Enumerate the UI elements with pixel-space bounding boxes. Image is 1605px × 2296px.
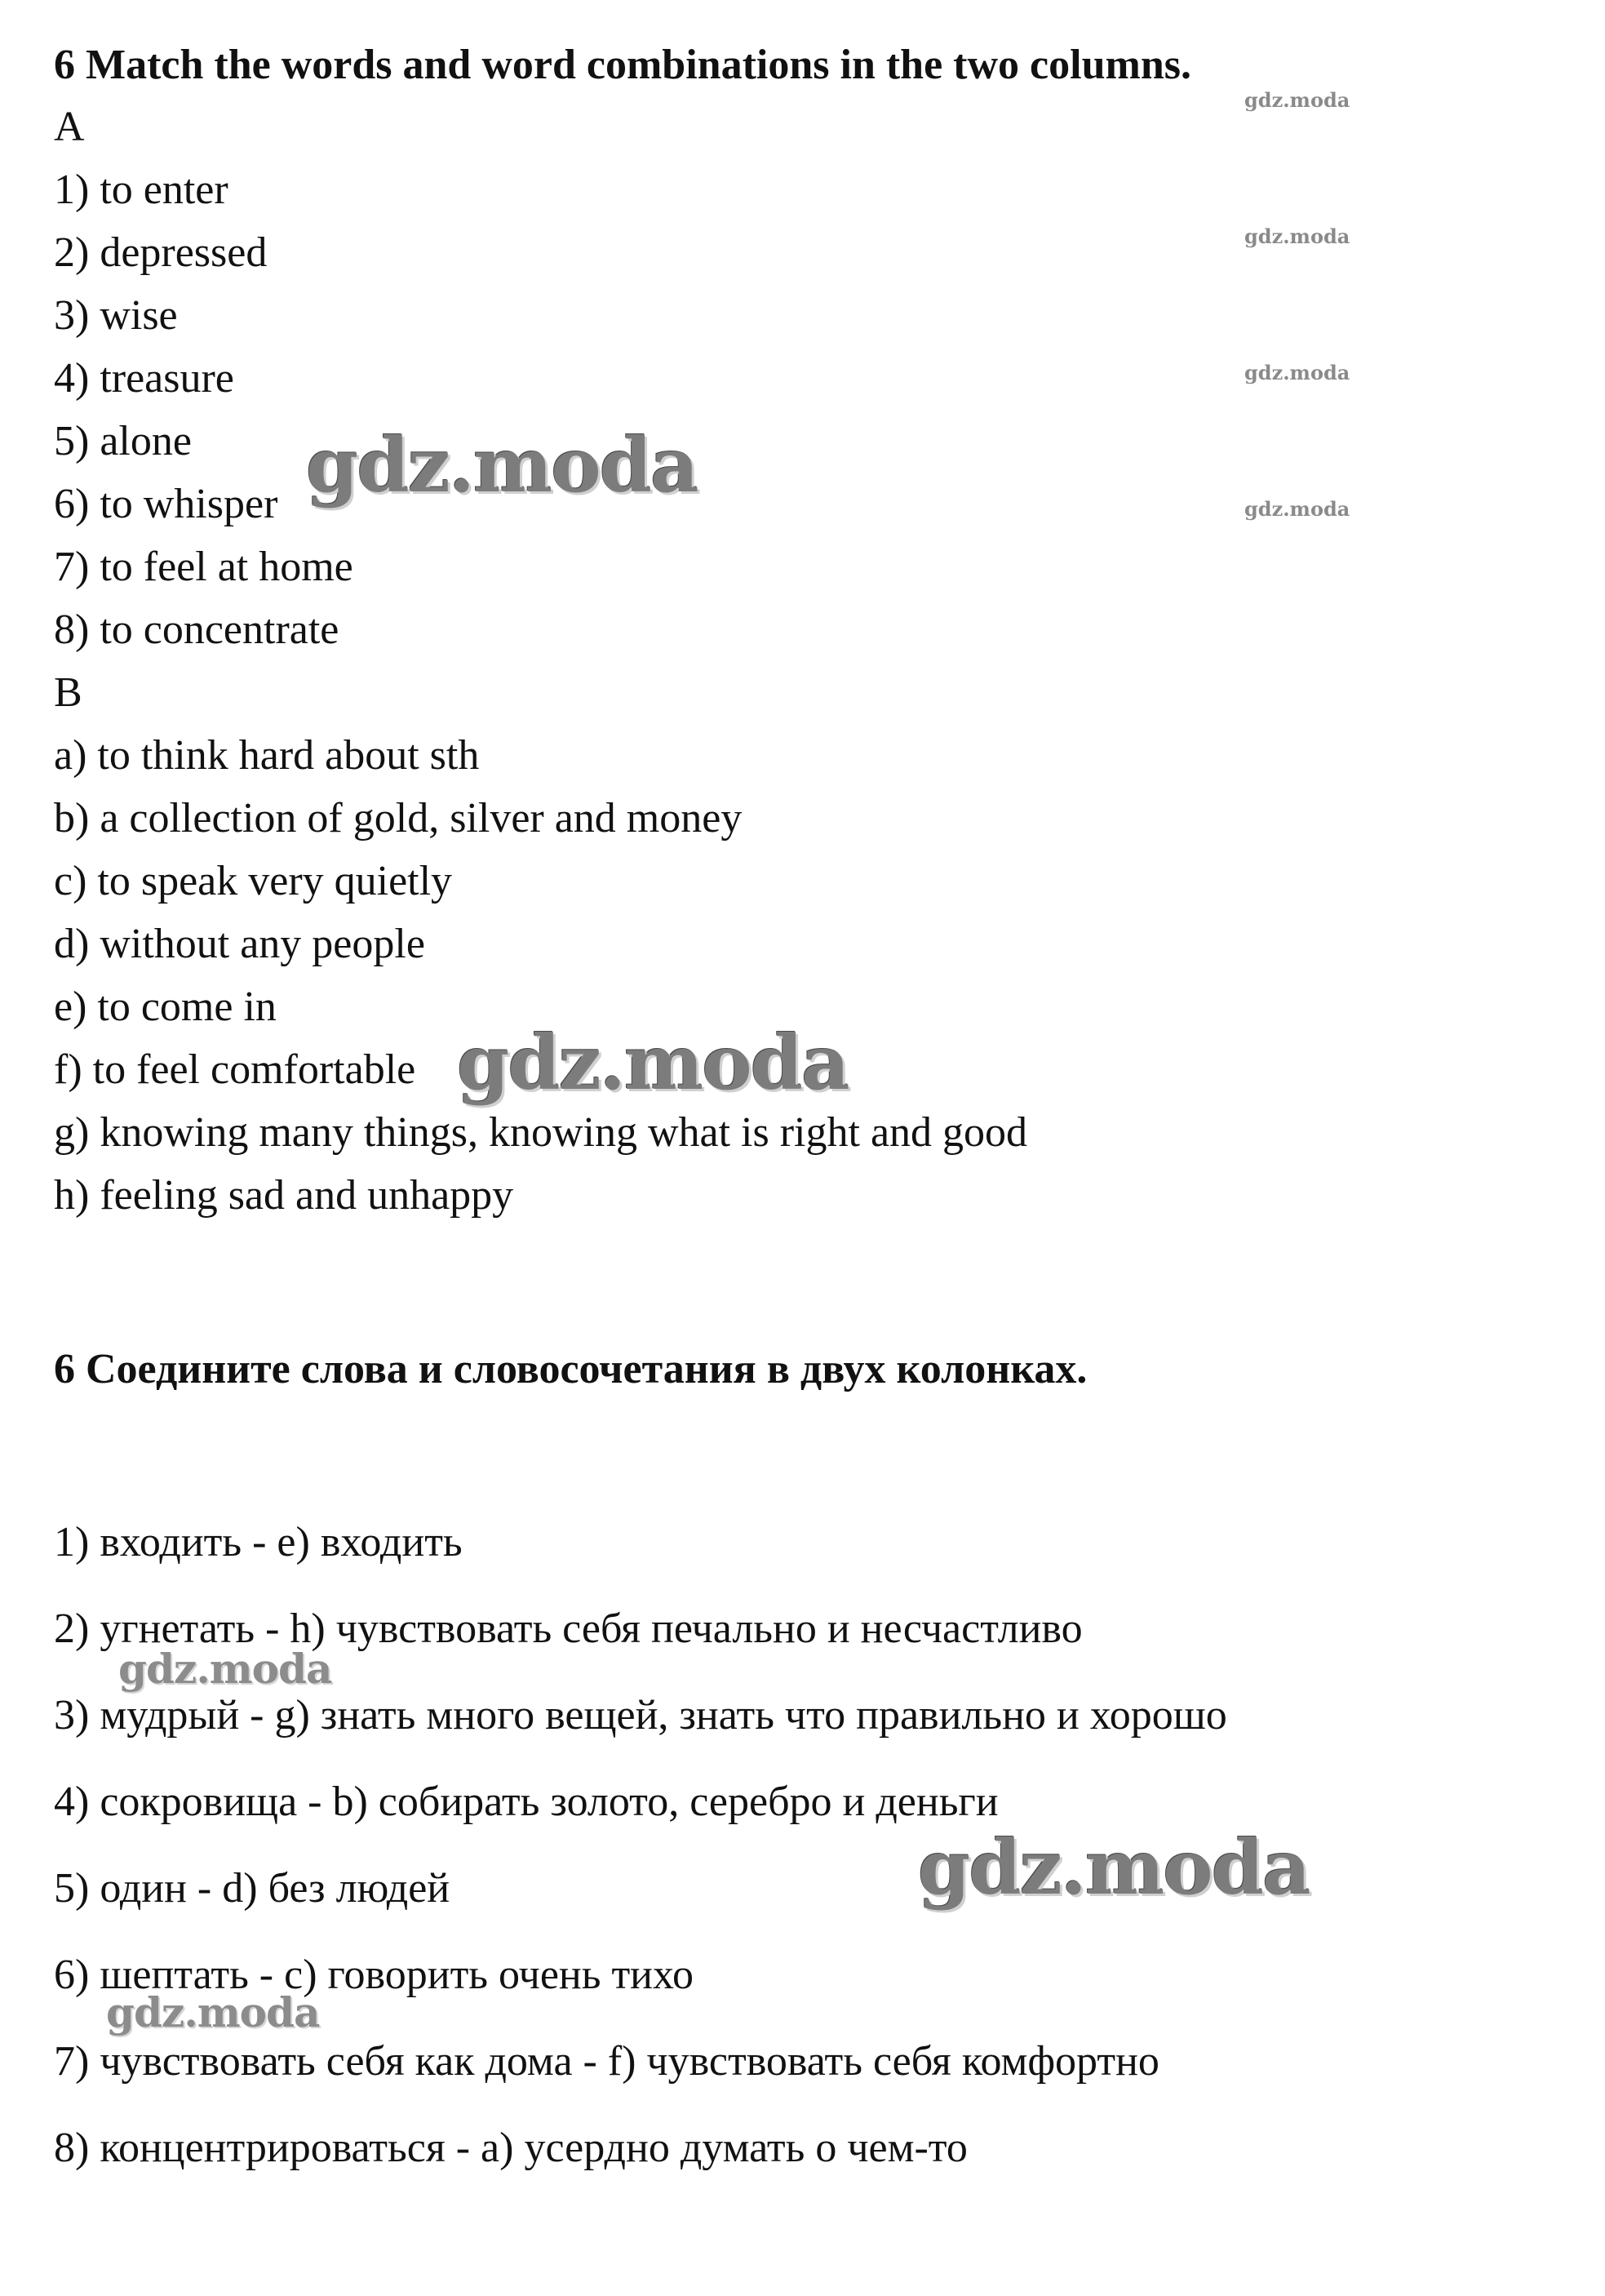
column-a-item: 3) wise xyxy=(54,292,178,339)
watermark-large: gdz.moda xyxy=(306,421,698,509)
column-b-item: d) without any people xyxy=(54,921,425,967)
answer-line: 7) чувствовать себя как дома - f) чувствовать себя комфортно xyxy=(54,2038,1159,2085)
watermark-small: gdz.moda xyxy=(1244,224,1350,248)
english-heading: 6 Match the words and word combinations in the two columns. xyxy=(54,42,1191,88)
answer-line: 5) один - d) без людей xyxy=(54,1865,450,1912)
column-a-label: A xyxy=(54,104,85,150)
column-a-item: 1) to enter xyxy=(54,167,228,213)
watermark-large: gdz.moda xyxy=(918,1823,1310,1912)
watermark-small: gdz.moda xyxy=(1244,497,1350,521)
answer-line: 3) мудрый - g) знать много вещей, знать что правильно и хорошо xyxy=(54,1692,1227,1739)
answer-line: 2) угнетать - h) чувствовать себя печально и несчастливо xyxy=(54,1605,1083,1652)
answer-line: 1) входить - e) входить xyxy=(54,1519,463,1565)
watermark-medium: gdz.moda xyxy=(106,1988,320,2036)
column-a-item: 2) depressed xyxy=(54,229,268,276)
answer-line: 4) сокровища - b) собирать золото, серебро и деньги xyxy=(54,1779,999,1825)
answer-line: 6) шептать - c) говорить очень тихо xyxy=(54,1952,694,1998)
column-b-label: B xyxy=(54,669,82,716)
watermark-large: gdz.moda xyxy=(457,1019,849,1107)
watermark-small: gdz.moda xyxy=(1244,361,1350,384)
column-b-item: f) to feel comfortable xyxy=(54,1046,416,1093)
column-a-item: 5) alone xyxy=(54,418,192,464)
column-b-item: b) a collection of gold, silver and money xyxy=(54,795,743,842)
watermark-small: gdz.moda xyxy=(1244,88,1350,112)
russian-heading: 6 Соедините слова и словосочетания в двух колонках. xyxy=(54,1346,1088,1392)
column-a-item: 8) to concentrate xyxy=(54,606,339,653)
column-b-item: h) feeling sad and unhappy xyxy=(54,1172,514,1219)
column-b-item: g) knowing many things, knowing what is right and good xyxy=(54,1109,1028,1156)
answer-line: 8) концентрироваться - a) усердно думать о чем-то xyxy=(54,2125,968,2171)
column-a-item: 7) to feel at home xyxy=(54,544,353,590)
watermark-medium: gdz.moda xyxy=(118,1645,332,1693)
column-b-item: a) to think hard about sth xyxy=(54,732,480,779)
column-a-item: 4) treasure xyxy=(54,355,234,402)
column-a-item: 6) to whisper xyxy=(54,481,278,527)
column-b-item: c) to speak very quietly xyxy=(54,858,453,904)
column-b-item: e) to come in xyxy=(54,984,277,1030)
